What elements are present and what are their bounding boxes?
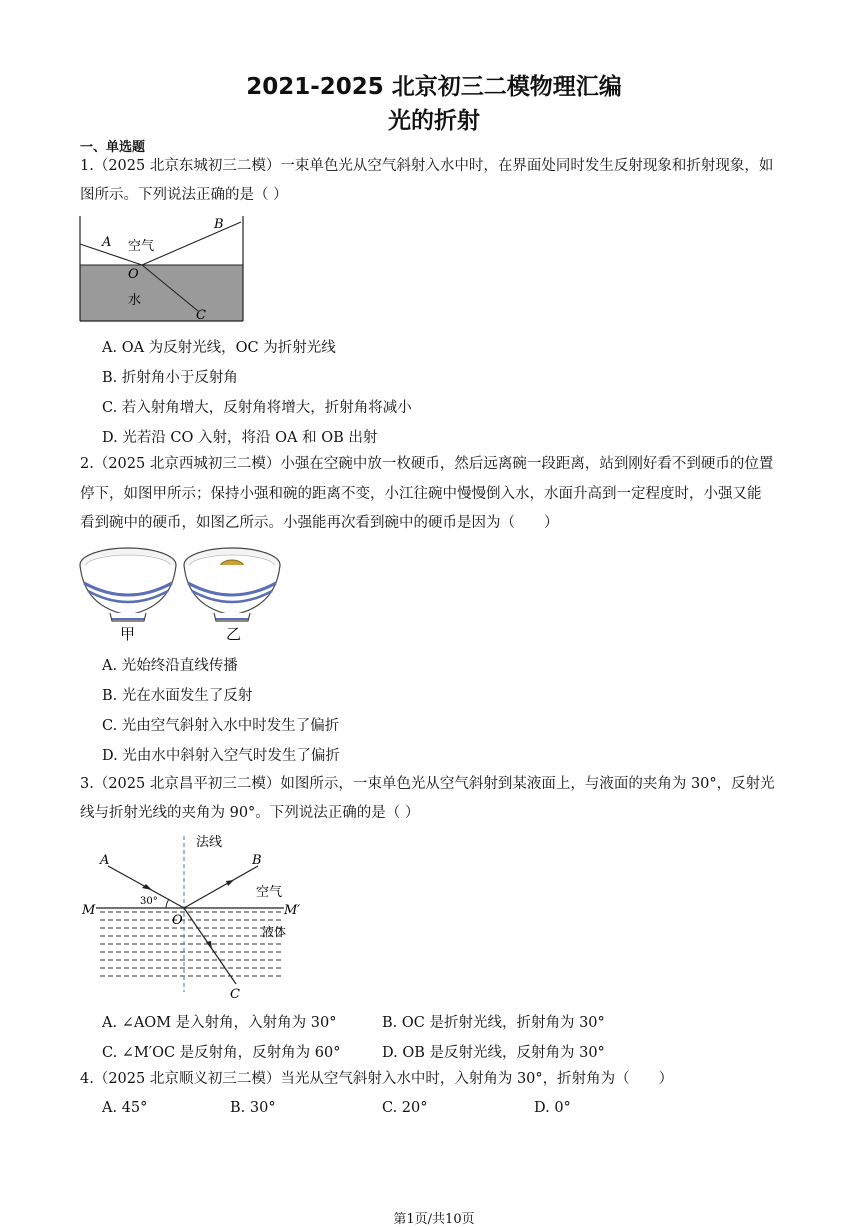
q1-stem-line2: 图所示。下列说法正确的是（ ） [80,187,288,203]
q2-option-c: C. 光由空气斜射入水中时发生了偏折 [102,718,340,734]
q2-option-b: B. 光在水面发生了反射 [102,688,253,704]
q1-option-c: C. 若入射角增大，反射角将增大，折射角将减小 [102,400,412,416]
q3-label-liquid: 液体 [262,925,287,939]
q3-option-c: C. ∠M′OC 是反射角，反射角为 60° [102,1045,341,1061]
q1-label-b: B [214,217,224,232]
q2-stem-line3: 看到碗中的硬币，如图乙所示。小强能再次看到碗中的硬币是因为（ ） [80,515,559,531]
q1-label-a: A [102,235,112,250]
q3-label-air: 空气 [256,885,283,900]
q3-option-d: D. OB 是反射光线，反射角为 30° [382,1045,605,1061]
document-title: 2021-2025 北京初三二模物理汇编 [246,74,622,100]
bowl-left-illustration [80,548,176,621]
q1-label-o: O [128,267,139,282]
q2-figure-bowls [78,543,284,643]
q1-ray-ob [142,222,241,265]
q3-label-b: B [252,853,262,868]
q1-water-region [80,265,243,321]
bowl-right-illustration [184,548,280,621]
q2-label-yi: 乙 [226,625,242,643]
q2-stem-line2: 停下，如图甲所示；保持小强和碗的距离不变，小江往碗中慢慢倒入水，水面升高到一定程度时，小强又能 [80,486,762,502]
q3-stem-line1: 3.（2025 北京昌平初三二模）如图所示，一束单色光从空气斜射到某液面上，与液面的夹角为 30°，反射光 [80,776,775,792]
q1-label-water: 水 [128,293,142,308]
document-subtitle: 光的折射 [388,108,480,134]
q1-stem-line1: 1.（2025 北京东城初三二模）一束单色光从空气斜射入水中时，在界面处同时发生反射现象和折射现象，如 [80,158,774,174]
q1-label-c: C [196,308,206,323]
q4-option-b: B. 30° [230,1100,276,1116]
q3-label-m-prime: M′ [284,903,301,918]
q3-label-a: A [100,853,110,868]
q2-option-a: A. 光始终沿直线传播 [102,658,238,674]
q1-option-d: D. 光若沿 CO 入射，将沿 OA 和 OB 出射 [102,430,378,446]
q4-option-c: C. 20° [382,1100,428,1116]
q3-label-m: M [82,903,96,918]
page-number: 第1页/共10页 [393,1212,475,1227]
q2-label-jia: 甲 [120,625,136,643]
q4-option-a: A. 45° [102,1100,148,1116]
q3-stem-line2: 线与折射光线的夹角为 90°。下列说法正确的是（ ） [80,805,420,821]
q3-option-b: B. OC 是折射光线，折射角为 30° [382,1015,605,1031]
section-heading: 一、单选题 [80,140,146,155]
q1-option-b: B. 折射角小于反射角 [102,370,238,386]
q3-label-normal: 法线 [196,835,223,850]
q3-label-c: C [230,987,240,1002]
q2-stem-line1: 2.（2025 北京西城初三二模）小强在空碗中放一枚硬币，然后远离碗一段距离，站到刚好看不到硬币的位置 [80,456,774,472]
q4-option-d: D. 0° [534,1100,571,1116]
q1-figure-reflection-refraction [78,212,246,324]
q3-option-a: A. ∠AOM 是入射角，入射角为 30° [102,1015,337,1031]
q3-figure-liquid-surface [78,832,308,1002]
q1-option-a: A. OA 为反射光线，OC 为折射光线 [102,340,336,356]
q4-stem-line1: 4.（2025 北京顺义初三二模）当光从空气斜射入水中时，入射角为 30°，折射角为（ ） [80,1071,674,1087]
q2-option-d: D. 光由水中斜射入空气时发生了偏折 [102,748,340,764]
q3-label-angle: 30° [140,896,158,907]
q1-label-air: 空气 [128,239,155,254]
q3-ray-ob [184,866,258,908]
q3-label-o: O [172,913,183,928]
